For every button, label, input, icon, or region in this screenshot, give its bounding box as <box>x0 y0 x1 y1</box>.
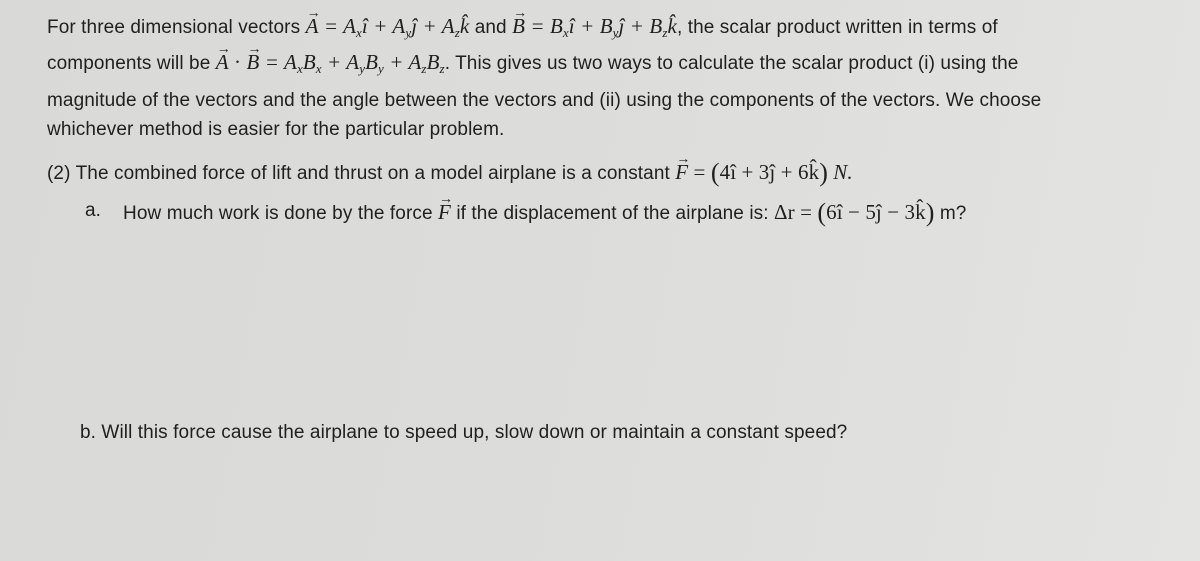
intro-text: , the scalar product written in terms of <box>676 17 998 38</box>
force-unit: N. <box>827 160 853 184</box>
math-text: î + A <box>361 14 406 38</box>
paren: ( <box>710 158 720 187</box>
dot-operator: · <box>228 50 247 74</box>
math-text: = <box>688 160 711 184</box>
math-text: B <box>426 50 440 74</box>
paren: ) <box>819 158 828 187</box>
problem-2-statement <box>47 160 853 186</box>
force-components: 4î + 3ĵ + 6k̂ <box>719 160 820 184</box>
paren: ) <box>925 198 935 227</box>
subscript: y <box>405 25 412 40</box>
math-text: = B <box>525 14 563 38</box>
problem-text: The combined force of lift and thrust on a model airplane is a constant <box>70 163 676 184</box>
vector-a: A → <box>216 50 229 74</box>
vector-b: B → <box>512 14 525 38</box>
math-text: k̂ <box>667 14 677 38</box>
question-text: How much work is done by the force <box>123 203 439 224</box>
math-text: k̂ <box>459 14 470 38</box>
math-text: B <box>302 50 316 74</box>
math-text: + A <box>383 50 422 74</box>
intro-text: and <box>469 17 513 38</box>
subscript: z <box>421 61 427 76</box>
part-b-question: b. Will this force cause the airplane to speed up, slow down or maintain a constant speed? <box>80 422 848 443</box>
subscript: z <box>454 25 460 40</box>
intro-line-1 <box>47 14 998 40</box>
subscript: x <box>562 25 569 40</box>
intro-text: For three dimensional vectors <box>47 17 306 38</box>
math-text: ĵ + A <box>411 14 455 38</box>
part-a-label: a. <box>85 200 101 221</box>
displacement-vector: Δr <box>774 200 795 224</box>
math-text: B <box>365 50 378 74</box>
math-text: î + B <box>568 14 613 38</box>
force-vector: F → <box>675 160 688 184</box>
force-vector: F → <box>438 200 451 224</box>
subscript: x <box>315 61 322 76</box>
intro-line-3: magnitude of the vectors and the angle between the vectors and (ii) using the components of the vectors. We choose <box>47 90 1042 111</box>
math-text: = <box>794 200 818 224</box>
paren: ( <box>817 198 827 227</box>
intro-line-2 <box>47 50 1018 76</box>
vector-b: B → <box>247 50 260 74</box>
math-text: ĵ + B <box>618 14 663 38</box>
subscript: y <box>612 25 619 40</box>
math-text: = A <box>318 14 357 38</box>
intro-line-4: whichever method is easier for the particular problem. <box>47 119 505 140</box>
intro-text: components will be <box>47 53 216 74</box>
displacement-unit: m? <box>934 203 967 224</box>
vector-a: A → <box>306 14 319 38</box>
subscript: x <box>296 61 303 76</box>
subscript: z <box>439 61 445 76</box>
subscript: x <box>356 25 362 40</box>
displacement-components: 6î − 5ĵ − 3k̂ <box>826 200 926 224</box>
part-a-question <box>123 200 966 226</box>
problem-number: (2) <box>47 163 71 184</box>
math-text: = A <box>259 50 297 74</box>
math-text: + A <box>321 50 360 74</box>
subscript: z <box>662 25 668 40</box>
question-text: if the displacement of the airplane is: <box>450 203 775 224</box>
intro-text: . This gives us two ways to calculate the scalar product (i) using the <box>444 53 1019 74</box>
subscript: y <box>378 61 384 76</box>
subscript: y <box>359 61 366 76</box>
